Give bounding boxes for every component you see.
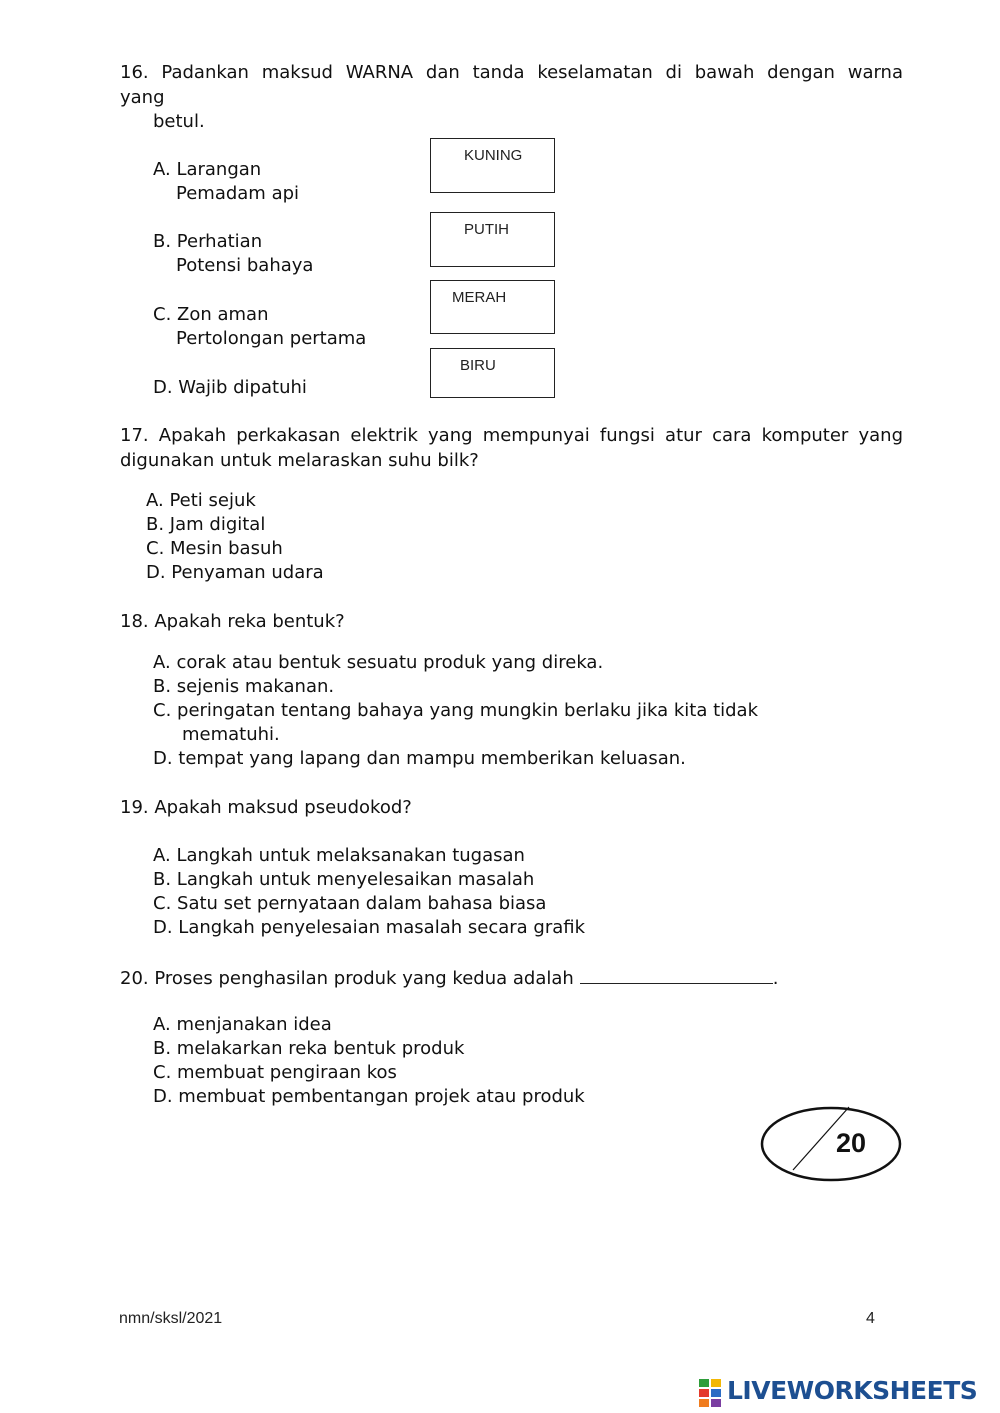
q20-option-d: D. membuat pembentangan projek atau produk [153, 1086, 585, 1107]
q18-option-c: C. peringatan tentang bahaya yang mungkin berlaku jika kita tidak [153, 700, 759, 721]
score-oval [760, 1106, 902, 1182]
q20-question-row [120, 965, 779, 991]
color-answer-box-merah[interactable] [430, 280, 555, 334]
q17-question-line1: 17. Apakah perkakasan elektrik yang mempunyai fungsi atur cara komputer yang [120, 425, 903, 446]
liveworksheets-logo-icon [698, 1378, 724, 1408]
q16-option-d [153, 376, 307, 400]
color-answer-box-biru[interactable] [430, 348, 555, 398]
q16-option-a-desc: Pemadam api [176, 183, 300, 204]
q20-answer-blank[interactable] [580, 965, 773, 984]
q16-option-b [153, 230, 313, 278]
color-label-biru: BIRU [460, 357, 496, 374]
q18-options [153, 651, 758, 771]
q20-option-a: A. menjanakan idea [153, 1014, 332, 1035]
color-label-kuning: KUNING [464, 147, 523, 164]
q16-question-line1: 16. Padankan maksud WARNA dan tanda keselamatan di bawah dengan warna [120, 62, 903, 83]
q20-option-c: C. membuat pengiraan kos [153, 1062, 397, 1083]
brand-wordmark: LIVEWORKSHEETS [727, 1376, 978, 1405]
q16-option-a-title: A. Larangan [153, 159, 262, 180]
q18-option-c-cont: mematuhi. [182, 724, 280, 745]
score-ellipse [762, 1108, 900, 1180]
q16-option-c-desc: Pertolongan pertama [176, 328, 367, 349]
color-label-putih: PUTIH [464, 221, 509, 238]
q16-option-b-desc: Potensi bahaya [176, 255, 314, 276]
q18-question: 18. Apakah reka bentuk? [120, 611, 345, 632]
q17-option-b: B. Jam digital [146, 514, 266, 535]
q20-end-mark: . [772, 968, 779, 989]
q19-option-b: B. Langkah untuk menyelesaikan masalah [153, 869, 535, 890]
q19-option-d: D. Langkah penyelesaian masalah secara grafik [153, 917, 586, 938]
q16-question-line2: yang [120, 87, 165, 108]
q18-option-d: D. tempat yang lapang dan mampu memberikan keluasan. [153, 748, 686, 769]
q17-option-a: A. Peti sejuk [146, 490, 256, 511]
q17-options [146, 489, 324, 585]
q20-options [153, 1013, 585, 1109]
q16-option-b-title: B. Perhatian [153, 231, 263, 252]
q20-question: 20. Proses penghasilan produk yang kedua adalah [120, 968, 574, 989]
page-number: 4 [866, 1310, 875, 1327]
q17-question-line2: digunakan untuk melaraskan suhu bilk? [120, 450, 479, 471]
q18-option-a: A. corak atau bentuk sesuatu produk yang direka. [153, 652, 604, 673]
q18-option-b: B. sejenis makanan. [153, 676, 335, 697]
score-total: 20 [836, 1128, 867, 1158]
q19-options [153, 844, 585, 940]
q16-option-d-title: D. Wajib dipatuhi [153, 377, 307, 398]
color-answer-box-putih[interactable] [430, 212, 555, 267]
q20-option-b: B. melakarkan reka bentuk produk [153, 1038, 465, 1059]
q16-option-c [153, 303, 366, 351]
q16-option-a [153, 158, 299, 206]
q16-question-line3: betul. [153, 111, 205, 132]
color-label-merah: MERAH [452, 289, 507, 306]
footer-code: nmn/sksl/2021 [119, 1310, 223, 1327]
q19-option-a: A. Langkah untuk melaksanakan tugasan [153, 845, 525, 866]
q19-question: 19. Apakah maksud pseudokod? [120, 797, 412, 818]
color-answer-box-kuning[interactable] [430, 138, 555, 193]
q19-option-c: C. Satu set pernyataan dalam bahasa biasa [153, 893, 547, 914]
q17-option-c: C. Mesin basuh [146, 538, 283, 559]
q17-option-d: D. Penyaman udara [146, 562, 324, 583]
q16-option-c-title: C. Zon aman [153, 304, 269, 325]
